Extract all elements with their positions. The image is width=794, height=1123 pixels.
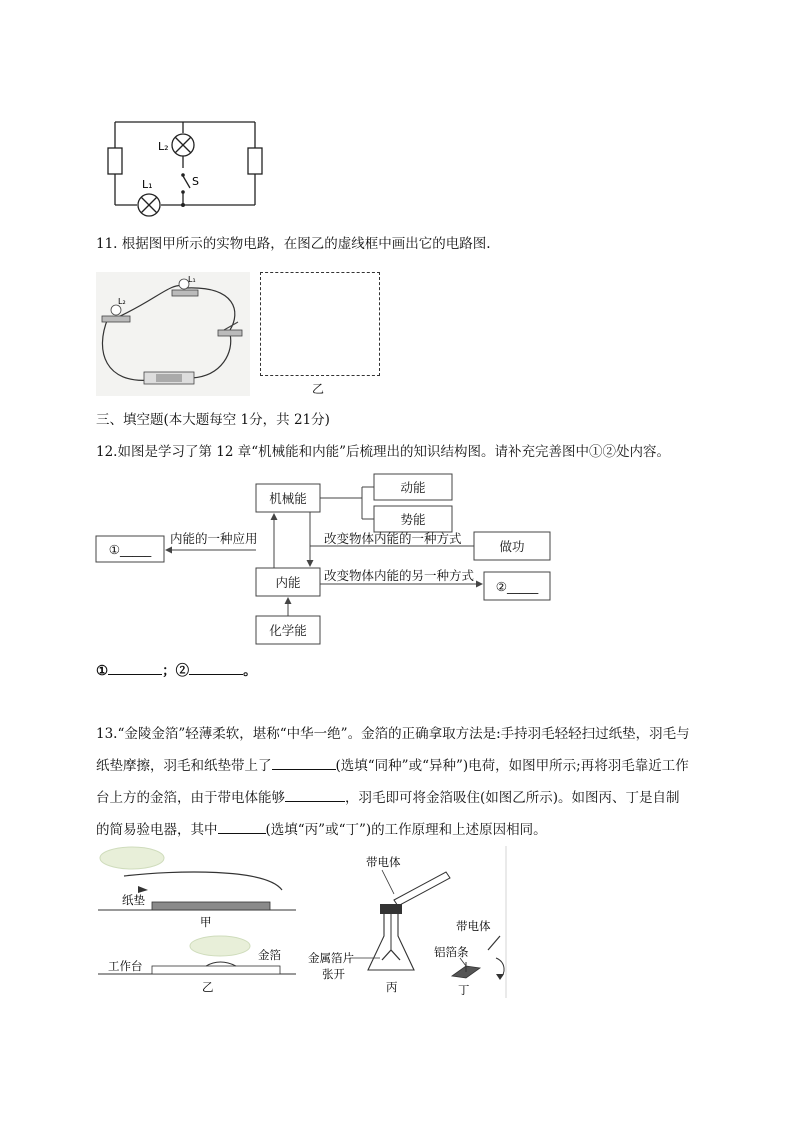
q13-line-2b: (选填“同种”或“异种”)电荷，如图甲所示;再将羽毛靠近工作 (335, 758, 689, 774)
node-mechanical: 机械能 (269, 491, 307, 506)
node-potential: 势能 (400, 512, 426, 527)
answer-blank-1[interactable] (108, 660, 162, 675)
junction-dot (181, 203, 185, 207)
q13-line-4a: 的简易验电器，其中 (96, 822, 218, 838)
label-gold-foil: 金箔 (258, 948, 281, 962)
q11-text: 11. 根据图甲所示的实物电路，在图乙的虚线框中画出它的电路图. (96, 236, 491, 252)
knowledge-structure-diagram (94, 470, 554, 646)
section-title: 三、填空题(本大题每空 1分，共 21分) (96, 412, 330, 428)
feather-icon (100, 847, 164, 869)
node-chemical: 化学能 (269, 623, 307, 638)
q13-line-4b: (选填“丙”或“丁”)的工作原理和上述原因相同。 (265, 822, 547, 838)
label-s: S (192, 175, 199, 188)
answer-dashed-box (260, 272, 380, 376)
label-spread: 张开 (322, 967, 345, 981)
answer-sep: ； (162, 663, 176, 679)
answer-mark-1: ① (96, 663, 109, 679)
q13-line-2a: 纸垫摩擦，羽毛和纸垫带上了 (96, 758, 272, 774)
node-kinetic: 动能 (400, 480, 426, 495)
q13-line-1: 13.“金陵金箔”轻薄柔软，堪称“中华一绝”。金箔的正确拿取方法是:手持羽毛轻轻扫过纸垫，羽毛与 (96, 726, 690, 742)
label-jia: 甲 (200, 915, 212, 929)
q13-line-3b: ，羽毛即可将金箔吸住(如图乙所示)。如图丙、丁是自制 (345, 790, 680, 806)
label-l2: L₂ (158, 140, 169, 153)
feather-icon-2 (190, 936, 250, 956)
real-circuit-photo (96, 272, 250, 396)
q12-answer-line (96, 660, 257, 681)
q13-line-3a: 台上方的金箔，由于带电体能够 (96, 790, 285, 806)
q13-line-2 (96, 750, 706, 782)
paper-pad-bar (152, 902, 270, 910)
node-internal: 内能 (275, 575, 301, 590)
q13-blank-2[interactable] (285, 787, 345, 802)
q13-line-4 (96, 814, 706, 846)
q13-paragraph (96, 718, 706, 846)
node-work: 做功 (499, 539, 525, 554)
label-al-strip: 铝箔条 (434, 945, 469, 959)
box-label-yi: 乙 (312, 382, 325, 396)
label-charged-body-2: 带电体 (456, 919, 491, 933)
q13-blank-3[interactable] (218, 819, 266, 834)
label-l1: L₁ (142, 178, 153, 191)
answer-blank-2[interactable] (189, 660, 243, 675)
label-workbench: 工作台 (108, 959, 143, 973)
node-blank-1: ①_____ (108, 542, 152, 557)
label-paper-pad: 纸垫 (122, 893, 145, 907)
q13-blank-1[interactable] (272, 755, 336, 770)
label-yi: 乙 (202, 980, 214, 994)
answer-mark-2: ② (175, 663, 190, 679)
edge-way-1: 改变物体内能的一种方式 (324, 531, 462, 546)
q13-figure (96, 846, 512, 1002)
label-metal-foil: 金属箔片 (308, 951, 354, 965)
q12-text: 12.如图是学习了第 12 章“机械能和内能”后梳理出的知识结构图。请补充完善图中①②处内容。 (96, 444, 671, 460)
q13-line-3 (96, 782, 706, 814)
photo-label-l2: L₂ (118, 297, 126, 306)
photo-label-l1: L₁ (188, 275, 196, 284)
label-ding: 丁 (458, 983, 470, 997)
edge-way-2: 改变物体内能的另一种方式 (324, 568, 475, 583)
switch-contact-bottom (181, 190, 185, 194)
edge-application: 内能的一种应用 (170, 531, 258, 546)
label-bing: 丙 (386, 980, 398, 994)
label-charged-body-1: 带电体 (366, 855, 401, 869)
circuit-diagram (100, 110, 270, 220)
answer-end: 。 (243, 663, 257, 679)
switch-contact-top (181, 173, 185, 177)
node-blank-2: ②_____ (495, 579, 539, 594)
